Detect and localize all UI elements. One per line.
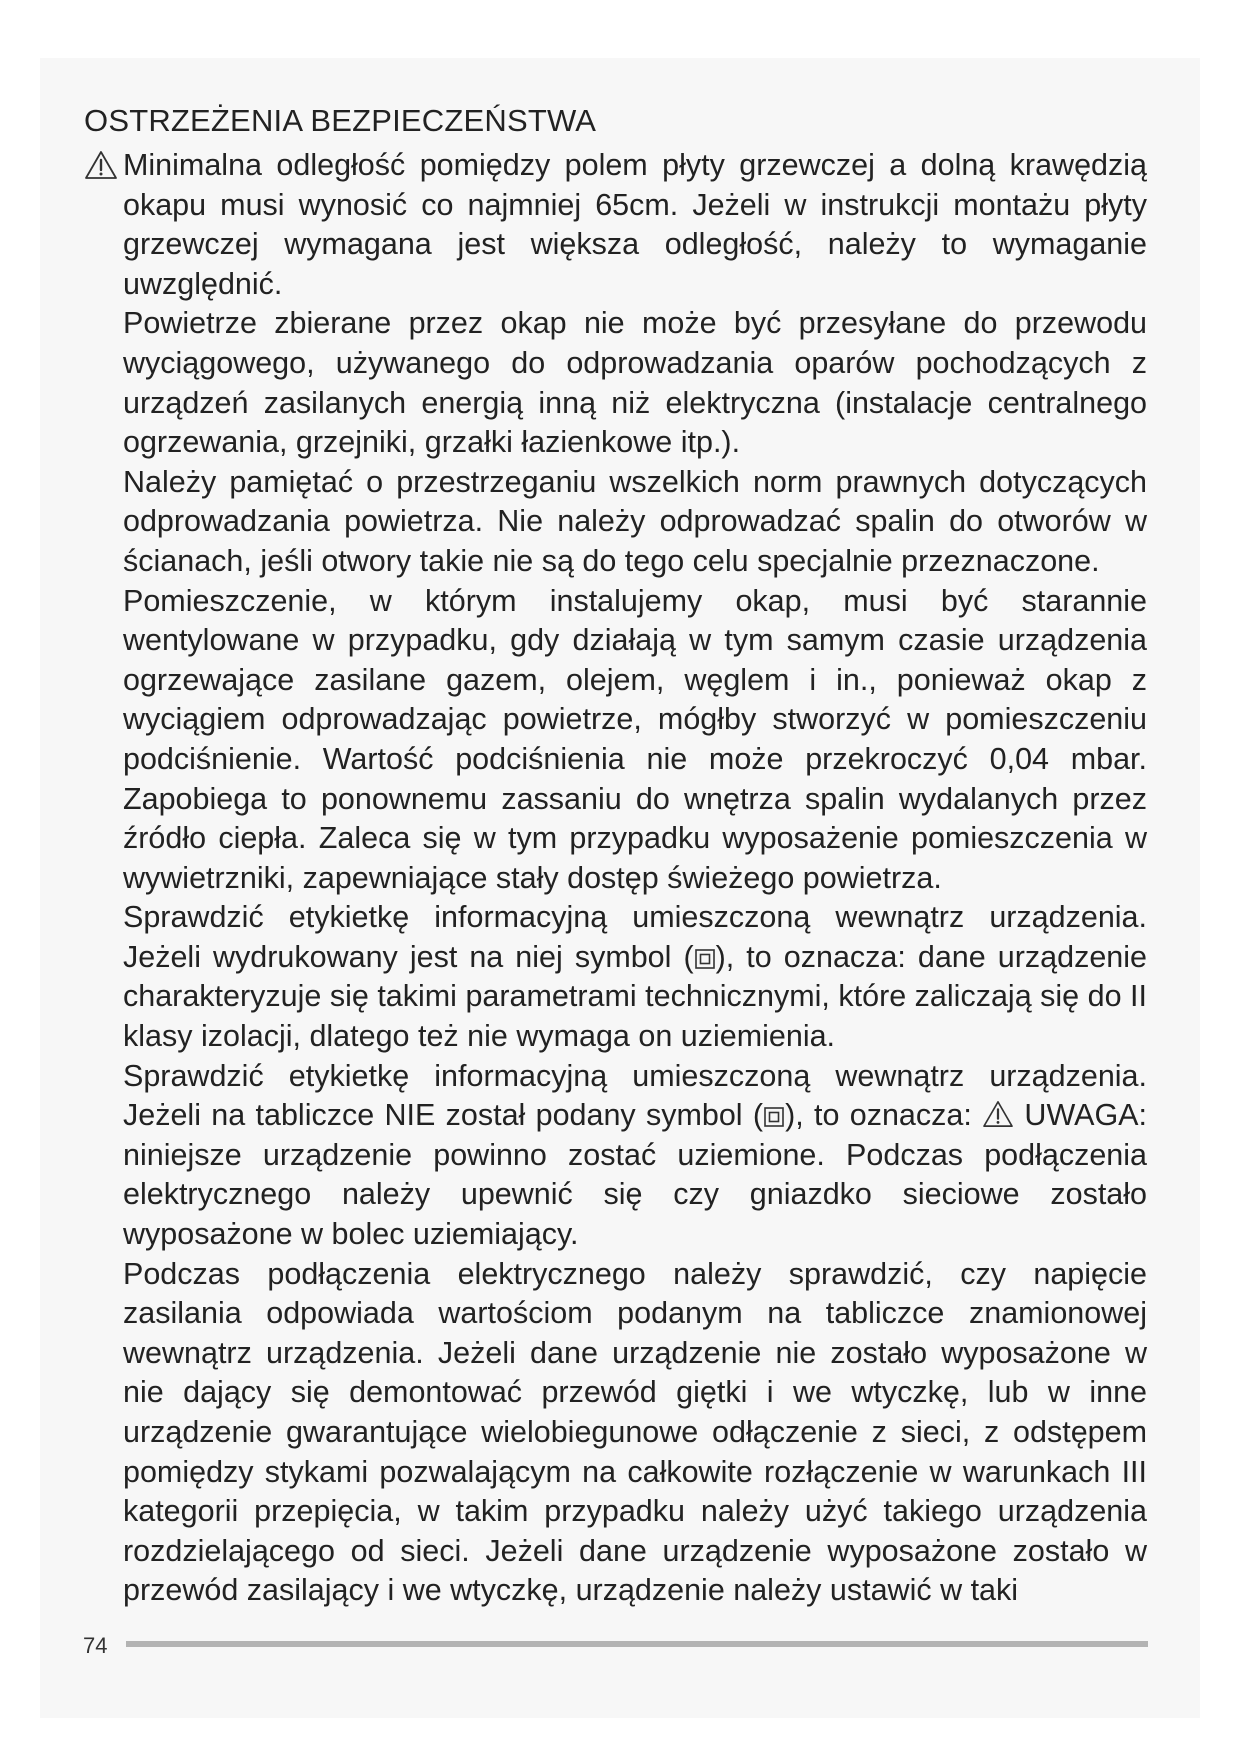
paragraph-text: Sprawdzić etykietkę informacyjną umieszczoną wewnątrz urządzenia. Jeżeli na tabliczce NIE został podany symbol ( xyxy=(123,1058,1147,1133)
class-ii-insulation-icon xyxy=(763,1106,785,1128)
warning-triangle-icon xyxy=(982,1100,1014,1128)
paragraph-air-regulations: Należy pamiętać o przestrzeganiu wszelkich norm prawnych dotyczących odprowadzania powietrza. Nie należy odprowadzać spalin do otworów w ścianach, jeśli otwory takie nie są do tego celu specjalnie przeznaczone. xyxy=(123,464,1147,578)
class-ii-insulation-icon xyxy=(694,948,716,970)
warning-triangle-icon xyxy=(84,150,118,180)
paragraph-grounding-warning xyxy=(123,1057,1147,1255)
footer-divider xyxy=(126,1641,1148,1647)
paragraph-class-ii-label xyxy=(123,898,1147,1056)
page-number: 74 xyxy=(83,1633,108,1658)
paragraph-electrical-connection: Podczas podłączenia elektrycznego należy sprawdzić, czy napięcie zasilania odpowiada wartościom podanym na tabliczce znamionowej wewnątrz urządzenia. Jeżeli dane urządzenie nie zostało wyposażone w nie dający się demontować przewód giętki i we wtyczkę, lub w inne urządzenie gwarantujące wielobiegunowe odłączenie z sieci, z odstępem pomiędzy stykami pozwalającym na całkowite rozłączenie w warunkach III kategorii przepięcia, w takim przypadku należy użyć takiego urządzenia rozdzielającego od sieci. Jeżeli dane urządzenie wyposażone zostało w przewód zasilający i we wtyczkę, urządzenie należy ustawić w taki xyxy=(123,1256,1147,1608)
paragraph-text: UWAGA: niniejsze urządzenie powinno zostać uziemione. Podczas podłączenia elektrycznego należy upewnić się czy gniazdko sieciowe zostało wyposażone w bolec uziemiający. xyxy=(123,1098,1147,1252)
paragraph-exhaust-duct: Powietrze zbierane przez okap nie może być przesyłane do przewodu wyciągowego, używanego do odprowadzania oparów pochodzących z urządzeń zasilanych energią inną niż elektryczna (instalacje centralnego ogrzewania, grzejniki, grzałki łazienkowe itp.). xyxy=(123,306,1147,460)
paragraph-text: Sprawdzić etykietkę informacyjną umieszczoną wewnątrz urządzenia. Jeżeli wydrukowany jest na niej symbol ( xyxy=(123,900,1147,974)
safety-warnings-body xyxy=(123,146,1147,1611)
paragraph-hob-distance: Minimalna odległość pomiędzy polem płyty grzewczej a dolną krawędzią okapu musi wynosić co najmniej 65cm. Jeżeli w instrukcji montażu płyty grzewczej wymagana jest większa odległość, należy to wymaganie uwzględnić. xyxy=(123,148,1147,301)
paragraph-text: ), to oznacza: dane urządzenie charakteryzuje się takimi parametrami technicznymi, które zaliczają się do II klasy izolacji, dlatego też nie wymaga on uziemienia. xyxy=(123,939,1147,1054)
paragraph-text: ), to oznacza: xyxy=(785,1098,983,1133)
paragraph-room-ventilation: Pomieszczenie, w którym instalujemy okap, musi być starannie wentylowane w przypadku, gdy działają w tym samym czasie urządzenia ogrzewające zasilane gazem, olejem, węglem i in., ponieważ okap z wyciągiem odprowadzając powietrze, mógłby stworzyć w pomieszczeniu podciśnienie. Wartość podciśnienia nie może przekroczyć 0,04 mbar. Zapobiega to ponownemu zassaniu do wnętrza spalin wydalanych przez źródło ciepła. Zaleca się w tym przypadku wyposażenie pomieszczenia w wywietrzniki, zapewniające stały dostęp świeżego powietrza. xyxy=(123,583,1147,895)
section-heading: OSTRZEŻENIA BEZPIECZEŃSTWA xyxy=(84,103,597,138)
